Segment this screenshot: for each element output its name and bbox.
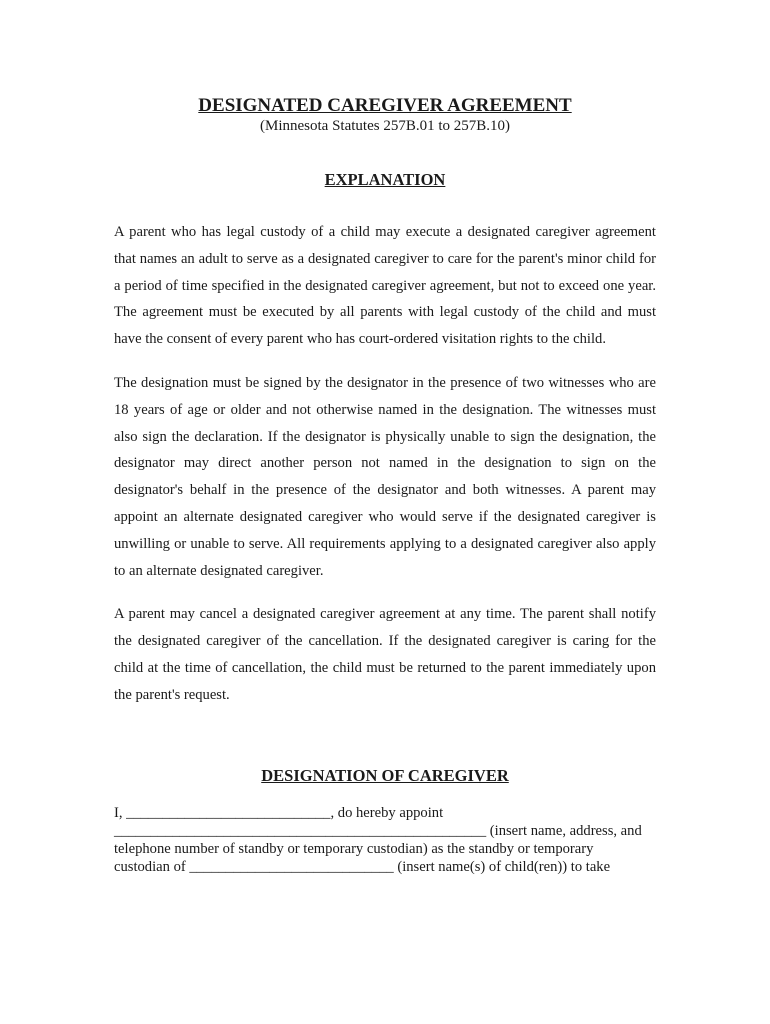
document-title: DESIGNATED CAREGIVER AGREEMENT — [198, 95, 572, 116]
explanation-paragraph: A parent who has legal custody of a child may execute a designated caregiver agreement that names an adult to serve as a designated caregiver to care for the parent's minor child for a period of time specified in the designated caregiver agreement, but not to exceed one year. The agreement must be executed by all parents with legal custody of the child and must have the consent of every parent who has court-ordered visitation rights to the child. — [114, 224, 656, 348]
designation-line: telephone number of standby or temporary custodian) as the standby or temporary — [114, 840, 594, 857]
explanation-heading: EXPLANATION — [324, 170, 446, 189]
designation-form-text — [114, 804, 656, 876]
explanation-section — [114, 169, 656, 709]
document-subtitle: (Minnesota Statutes 257B.01 to 257B.10) — [260, 118, 510, 134]
designation-section — [114, 765, 656, 876]
designation-line: ___________________________________________________ (insert name, address, and — [114, 822, 642, 839]
designation-heading: DESIGNATION OF CAREGIVER — [261, 765, 509, 785]
designation-line: custodian of ____________________________ (insert name(s) of child(ren)) to take — [114, 858, 611, 875]
document-page — [114, 94, 656, 876]
explanation-paragraph: The designation must be signed by the designator in the presence of two witnesses who are 18 years of age or older and not otherwise named in the designation. The witnesses must also sign the declaration. If the designator is physically unable to sign the designation, the designator may direct another person not named in the designation to sign on the designator's behalf in the presence of the designator and both witnesses. A parent may appoint an alternate designated caregiver who would serve if the designated caregiver is unwilling or unable to serve. All requirements applying to a designated caregiver also apply to an alternate designated caregiver. — [114, 374, 656, 579]
designation-line: I, ____________________________, do hereby appoint — [114, 804, 444, 821]
explanation-paragraph: A parent may cancel a designated caregiver agreement at any time. The parent shall notify the designated caregiver of the cancellation. If the designated caregiver is caring for the child at the time of cancellation, the child must be returned to the parent immediately upon the parent's request. — [114, 606, 656, 703]
